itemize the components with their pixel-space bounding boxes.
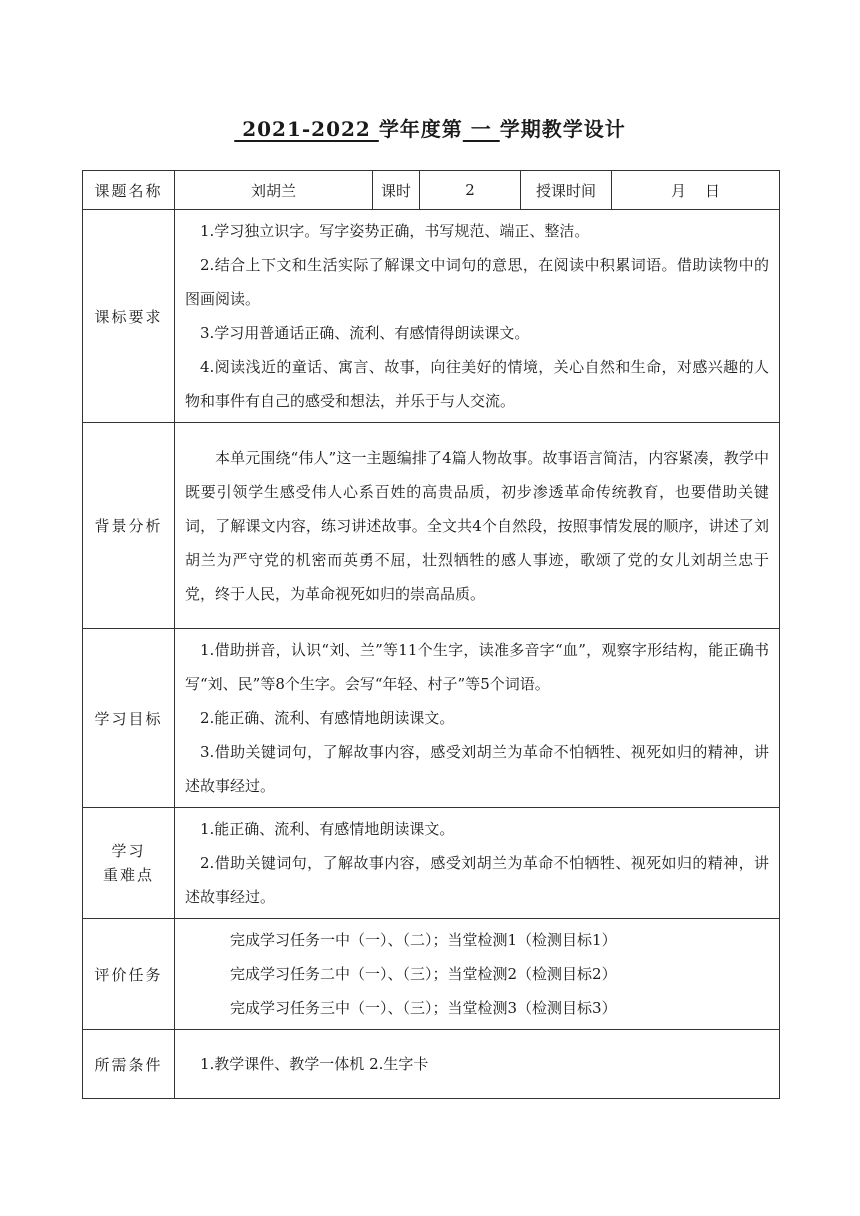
background-row [83,423,780,629]
page-title [0,113,860,142]
title-end: 学期教学设计 [499,117,626,141]
standards-label: 课标要求 [83,210,175,423]
standards-row [83,210,780,423]
key-points-label [83,808,175,919]
time-value: 月 日 [612,171,780,210]
background-content [175,423,780,629]
evaluation-line-3: 完成学习任务三中（一）、（三）；当堂检测3（检测目标3） [230,999,617,1017]
goals-row [83,629,780,808]
time-label: 授课时间 [521,171,612,210]
goals-line-3: 3.借助关键词句，了解故事内容，感受刘胡兰为革命不怕牺牲、视死如归的精神，讲述故事经过。 [185,743,769,795]
goals-label: 学习目标 [83,629,175,808]
key-points-line-1: 1.能正确、流利、有感情地朗读课文。 [200,820,455,838]
evaluation-label: 评价任务 [83,919,175,1030]
key-points-label-line-2: 重难点 [102,866,154,884]
evaluation-row [83,919,780,1030]
goals-content [175,629,780,808]
header-row [83,171,780,210]
conditions-label: 所需条件 [83,1030,175,1099]
key-points-content [175,808,780,919]
topic-label: 课题名称 [83,171,175,210]
standards-line-3: 3.学习用普通话正确、流利、有感情得朗读课文。 [200,324,530,342]
evaluation-line-2: 完成学习任务二中（一）、（三）；当堂检测2（检测目标2） [230,965,617,983]
evaluation-content [175,919,780,1030]
background-label: 背景分析 [83,423,175,629]
evaluation-line-1: 完成学习任务一中（一）、（二）；当堂检测1（检测目标1） [230,931,617,949]
title-mid: 学年度第 [378,117,463,141]
period-label: 课时 [373,171,420,210]
key-points-row [83,808,780,919]
period-value: 2 [420,171,521,210]
key-points-line-2: 2.借助关键词句，了解故事内容，感受刘胡兰为革命不怕牺牲、视死如归的精神，讲述故事经过。 [185,854,769,906]
term-number: 一 [462,117,500,141]
conditions-text: 1.教学课件、教学一体机 2.生字卡 [200,1055,429,1073]
background-text: 本单元围绕“伟人”这一主题编排了4篇人物故事。故事语言简洁，内容紧凑，教学中既要引领学生感受伟人心系百姓的高贵品质，初步渗透革命传统教育，也要借助关键词，了解课文内容，练习讲述故事。全文共4个自然段，按照事情发展的顺序，讲述了刘胡兰为严守党的机密而英勇不屈，壮烈牺牲的感人事迹，歌颂了党的女儿刘胡兰忠于党，终于人民，为革命视死如归的崇高品质。 [185,448,769,603]
standards-content [175,210,780,423]
goals-line-2: 2.能正确、流利、有感情地朗读课文。 [200,709,455,727]
topic-value: 刘胡兰 [175,171,373,210]
school-year: 2021-2022 [234,117,379,141]
conditions-row [83,1030,780,1099]
conditions-content [175,1030,780,1099]
standards-line-4: 4.阅读浅近的童话、寓言、故事，向往美好的情境，关心自然和生命，对感兴趣的人物和事件有自己的感受和想法，并乐于与人交流。 [185,358,769,410]
lesson-design-table [82,170,780,1099]
standards-line-1: 1.学习独立识字。写字姿势正确，书写规范、端正、整洁。 [200,222,590,240]
goals-line-1: 1.借助拼音，认识“刘、兰”等11个生字，读准多音字“血”，观察字形结构，能正确书写“刘、民”等8个生字。会写“年轻、村子”等5个词语。 [185,641,769,693]
standards-line-2: 2.结合上下文和生活实际了解课文中词句的意思，在阅读中积累词语。借助读物中的图画阅读。 [185,256,769,308]
key-points-label-line-1: 学习 [111,842,146,860]
